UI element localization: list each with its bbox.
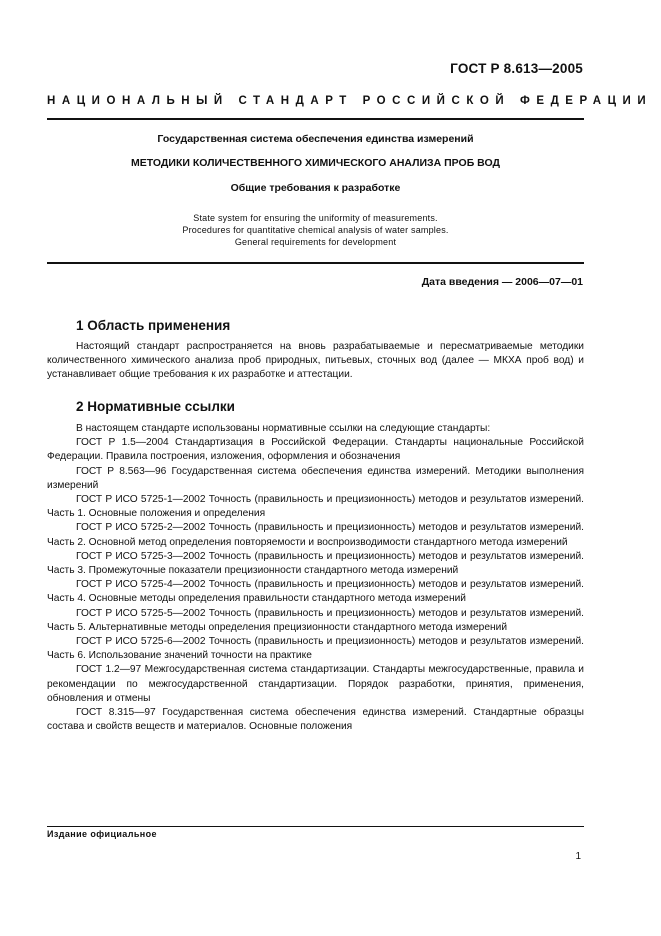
reference-entry: ГОСТ 1.2—97 Межгосударственная система стандартизации. Стандарты межгосударственные, правила и рекомендации по межгосударственной стандартизации. Порядок разработки, принятия, применения, обновления и отмены bbox=[47, 664, 584, 704]
footer-rule bbox=[47, 826, 584, 827]
section-1-body bbox=[47, 340, 584, 383]
subtitle: Общие требования к разработке bbox=[230, 182, 401, 194]
introduction-date: Дата введения — 2006—07—01 bbox=[421, 276, 583, 288]
paragraph: В настоящем стандарте использованы нормативные ссылки на следующие стандарты: bbox=[76, 423, 491, 434]
page-number: 1 bbox=[575, 851, 581, 862]
reference-entry: ГОСТ Р ИСО 5725-5—2002 Точность (правильность и прецизионность) методов и результатов измерений. Часть 5. Альтернативные методы определения прецизионности стандартного метода измерений bbox=[47, 607, 584, 633]
official-edition-note: Издание официальное bbox=[47, 829, 157, 839]
english-title-block bbox=[47, 212, 584, 248]
main-title: МЕТОДИКИ КОЛИЧЕСТВЕННОГО ХИМИЧЕСКОГО АНАЛИЗА ПРОБ ВОД bbox=[130, 157, 501, 169]
section-2-body bbox=[47, 422, 584, 734]
english-title-line: General requirements for development bbox=[234, 237, 397, 247]
paragraph: Настоящий стандарт распространяется на вновь разрабатываемые и пересматриваемые методики количественного химического анализа проб природных, питьевых, сточных вод (далее — МКХА проб вод) и устанавливает общие требования к их разработке и аттестации. bbox=[47, 341, 584, 381]
reference-entry: ГОСТ Р 8.563—96 Государственная система обеспечения единства измерений. Методики выполнения измерений bbox=[47, 465, 584, 491]
national-standard-heading: НАЦИОНАЛЬНЫЙ СТАНДАРТ РОССИЙСКОЙ ФЕДЕРАЦИИ bbox=[47, 95, 653, 107]
reference-entry: ГОСТ Р 1.5—2004 Стандартизация в Российской Федерации. Стандарты национальные Российской Федерации. Правила построения, изложения, оформления и обозначения bbox=[47, 437, 584, 463]
header-rule bbox=[47, 118, 584, 120]
reference-entry: ГОСТ Р ИСО 5725-2—2002 Точность (правильность и прецизионность) методов и результатов измерений. Часть 2. Основной метод определения повторяемости и воспроизводимости стандартного метода измерений bbox=[47, 522, 584, 548]
reference-entry: ГОСТ 8.315—97 Государственная система обеспечения единства измерений. Стандартные образцы состава и свойств веществ и материалов. Основные положения bbox=[47, 707, 584, 733]
section-1-title: 1 Область применения bbox=[76, 318, 231, 333]
reference-entry: ГОСТ Р ИСО 5725-3—2002 Точность (правильность и прецизионность) методов и результатов измерений. Часть 3. Промежуточные показатели прецизионности стандартного метода измерений bbox=[47, 550, 584, 577]
system-title: Государственная система обеспечения единства измерений bbox=[157, 133, 474, 145]
title-rule bbox=[47, 262, 584, 264]
english-title-line: Procedures for quantitative chemical analysis of water samples. bbox=[182, 225, 449, 235]
section-2-title: 2 Нормативные ссылки bbox=[76, 399, 235, 414]
document-code: ГОСТ Р 8.613—2005 bbox=[450, 61, 583, 76]
reference-entry: ГОСТ Р ИСО 5725-1—2002 Точность (правильность и прецизионность) методов и результатов измерений. Часть 1. Основные положения и определения bbox=[47, 494, 584, 520]
reference-entry: ГОСТ Р ИСО 5725-4—2002 Точность (правильность и прецизионность) методов и результатов измерений. Часть 4. Основные методы определения правильности стандартного метода измерений bbox=[47, 579, 584, 605]
reference-entry: ГОСТ Р ИСО 5725-6—2002 Точность (правильность и прецизионность) методов и результатов измерений. Часть 6. Использование значений точности на практике bbox=[47, 636, 584, 662]
english-title-line: State system for ensuring the uniformity of measurements. bbox=[193, 213, 438, 223]
